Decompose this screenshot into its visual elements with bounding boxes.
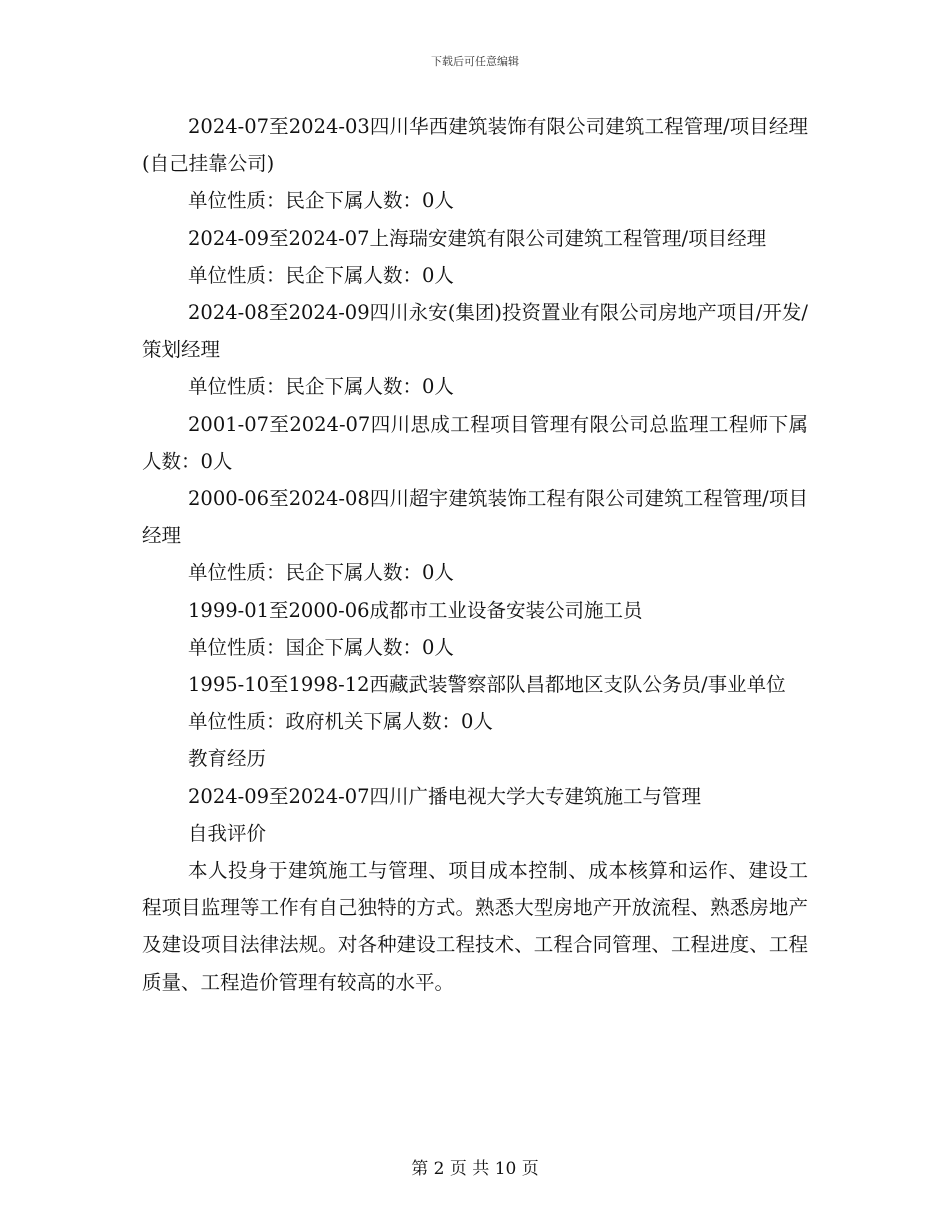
company-nature-line: 单位性质：政府机关下属人数：0人 (188, 710, 493, 734)
work-experience-entry: 1999-01至2000-06成都市工业设备安装公司施工员 (188, 598, 643, 622)
company-nature-line: 单位性质：民企下属人数：0人 (188, 189, 454, 213)
self-evaluation-text: 本人投身于建筑施工与管理、项目成本控制、成本核算和运作、建设工程项目监理等工作有自己独特的方式。熟悉大型房地产开放流程、熟悉房地产及建设项目法律法规。对各种建设工程技术、工程合同管理、工程进度、工程质量、工程造价管理有较高的水平。 (142, 859, 808, 994)
work-experience-entry: 2000-06至2024-08四川超宇建筑装饰工程有限公司建筑工程管理/项目经理 (142, 487, 808, 548)
company-nature-line: 单位性质：民企下属人数：0人 (188, 263, 454, 287)
education-entry: 2024-09至2024-07四川广播电视大学大专建筑施工与管理 (188, 784, 702, 808)
document-body (142, 108, 808, 1001)
work-experience-entry: 2024-08至2024-09四川永安(集团)投资置业有限公司房地产项目/开发/策划经理 (142, 301, 808, 362)
company-nature-line: 单位性质：民企下属人数：0人 (188, 375, 454, 399)
work-experience-entry: 2024-09至2024-07上海瑞安建筑有限公司建筑工程管理/项目经理 (188, 226, 767, 250)
company-nature-line: 单位性质：民企下属人数：0人 (188, 561, 454, 585)
page-header: 下载后可任意编辑 (431, 55, 519, 68)
company-nature-line: 单位性质：国企下属人数：0人 (188, 635, 454, 659)
work-experience-entry: 2001-07至2024-07四川思成工程项目管理有限公司总监理工程师下属人数：0人 (142, 412, 808, 473)
section-heading-self-evaluation: 自我评价 (188, 821, 267, 845)
page-footer: 第 2 页 共 10 页 (411, 1159, 539, 1179)
work-experience-entry: 2024-07至2024-03四川华西建筑装饰有限公司建筑工程管理/项目经理(自己挂靠公司) (142, 115, 808, 176)
section-heading-education: 教育经历 (188, 747, 267, 771)
work-experience-entry: 1995-10至1998-12西藏武装警察部队昌都地区支队公务员/事业单位 (188, 673, 786, 697)
